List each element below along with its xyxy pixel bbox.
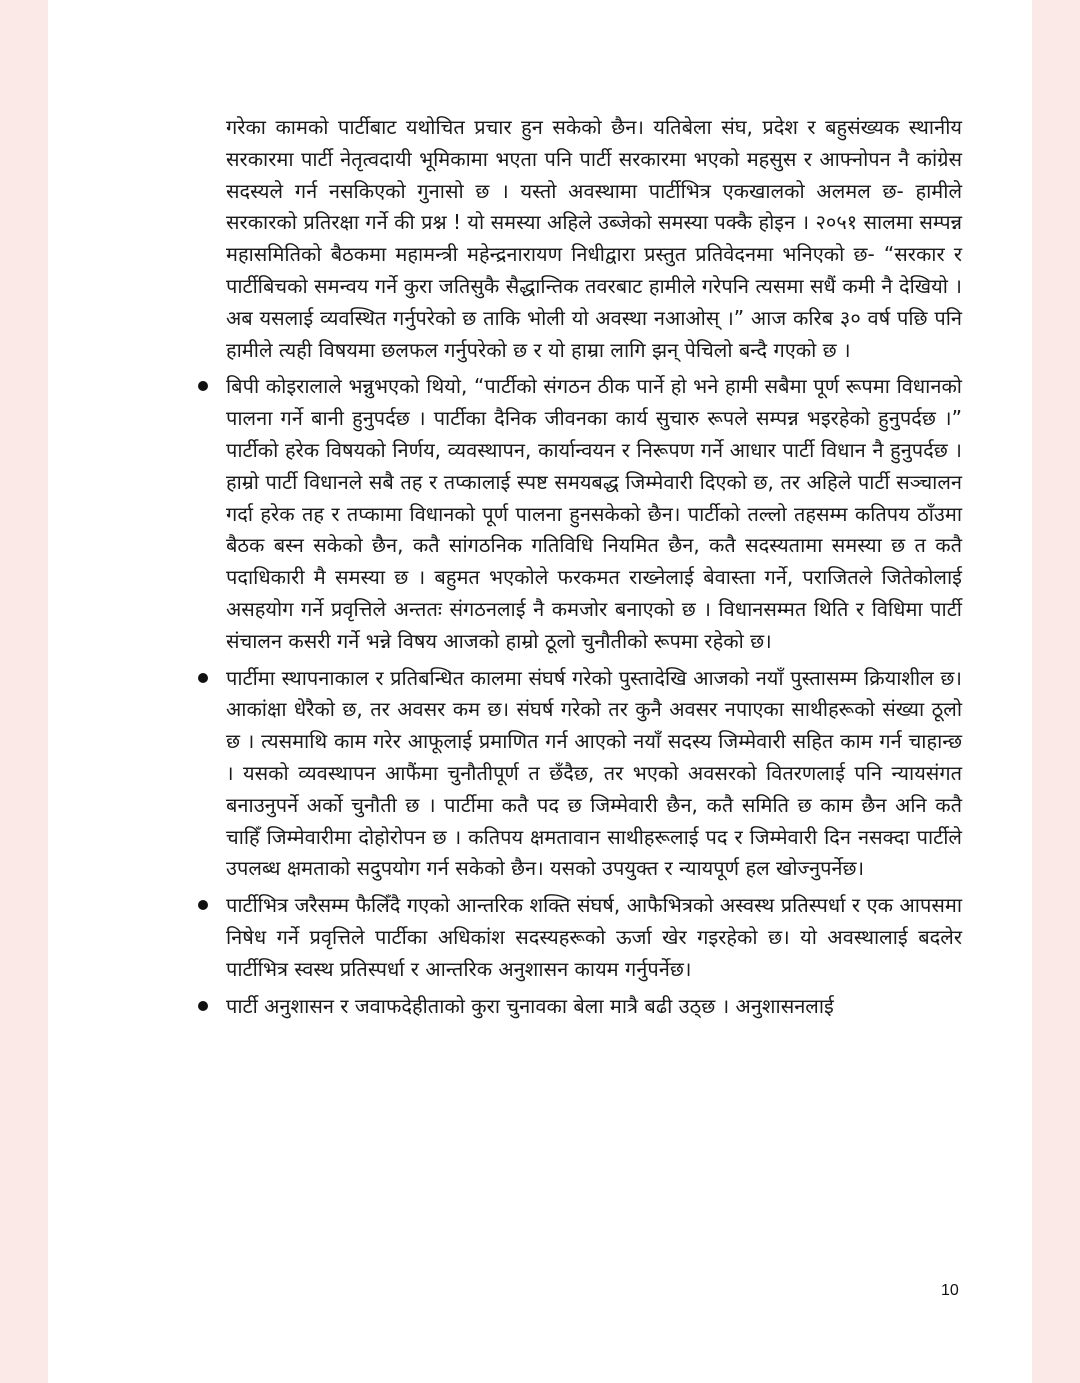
- list-item: [226, 890, 962, 985]
- bullet-list: [226, 371, 962, 1022]
- document-page: [48, 0, 1032, 1383]
- bullet-icon: [198, 900, 208, 910]
- list-item-text: पार्टीमा स्थापनाकाल र प्रतिबन्धित कालमा संघर्ष गरेको पुस्तादेखि आजको नयाँ पुस्तासम्म क्रियाशील छ। आकांक्षा धेरैको छ, तर अवसर कम छ। संघर्ष गरेको तर कुनै अवसर नपाएका साथीहरूको संख्या ठूलो छ । त्यसमाथि काम गरेर आफूलाई प्रमाणित गर्न आएको नयाँ सदस्य जिम्मेवारी सहित काम गर्न चाहान्छ । यसको व्यवस्थापन आफैंमा चुनौतीपूर्ण त छँदैछ, तर भएको अवसरको वितरणलाई पनि न्यायसंगत बनाउनुपर्ने अर्को चुनौती छ । पार्टीमा कतै पद छ जिम्मेवारी छैन, कतै समिति छ काम छैन अनि कतै चाहिँ जिम्मेवारीमा दोहोरोपन छ । कतिपय क्षमतावान साथीहरूलाई पद र जिम्मेवारी दिन नसक्दा पार्टीले उपलब्ध क्षमताको सदुपयोग गर्न सकेको छैन। यसको उपयुक्त र न्यायपूर्ण हल खोज्नुपर्नेछ।: [226, 665, 962, 881]
- bullet-icon: [198, 1001, 208, 1011]
- list-item: [226, 663, 962, 886]
- list-item-text: बिपी कोइरालाले भन्नुभएको थियो, “पार्टीको संगठन ठीक पार्ने हो भने हामी सबैमा पूर्ण रूपमा विधानको पालना गर्ने बानी हुनुपर्दछ । पार्टीका दैनिक जीवनका कार्य सुचारु रूपले सम्पन्न भइरहेको हुनुपर्दछ ।” पार्टीको हरेक विषयको निर्णय, व्यवस्थापन, कार्यान्वयन र निरूपण गर्ने आधार पार्टी विधान नै हुनुपर्दछ । हाम्रो पार्टी विधानले सबै तह र तप्कालाई स्पष्ट समयबद्ध जिम्मेवारी दिएको छ, तर अहिले पार्टी सञ्चालन गर्दा हरेक तह र तप्कामा विधानको पूर्ण पालना हुनसकेको छैन। पार्टीको तल्लो तहसम्म कतिपय ठाँउमा बैठक बस्न सकेको छैन, कतै सांगठनिक गतिविधि नियमित छैन, कतै सदस्यतामा समस्या छ त कतै पदाधिकारी मै समस्या छ । बहुमत भएकोले फरकमत राख्नेलाई बेवास्ता गर्ने, पराजितले जितेकोलाई असहयोग गर्ने प्रवृत्तिले अन्ततः संगठनलाई नै कमजोर बनाएको छ । विधानसम्मत थिति र विधिमा पार्टी संचालन कसरी गर्ने भन्ने विषय आजको हाम्रो ठूलो चुनौतीको रूपमा रहेको छ।: [226, 374, 962, 653]
- page-number: 10: [941, 1282, 959, 1299]
- intro-paragraph: गरेका कामको पार्टीबाट यथोचित प्रचार हुन सकेको छैन। यतिबेला संघ, प्रदेश र बहुसंख्यक स्थानीय सरकारमा पार्टी नेतृत्वदायी भूमिकामा भएता पनि पार्टी सरकारमा भएको महसुस र आफ्नोपन नै कांग्रेस सदस्यले गर्न नसकिएको गुनासो छ । यस्तो अवस्थामा पार्टीभित्र एकखालको अलमल छ- हामीले सरकारको प्रतिरक्षा गर्ने की प्रश्न ! यो समस्या अहिले उब्जेको समस्या पक्कै होइन । २०५१ सालमा सम्पन्न महासमितिको बैठकमा महामन्त्री महेन्द्रनारायण निधीद्वारा प्रस्तुत प्रतिवेदनमा भनिएको छ- “सरकार र पार्टीबिचको समन्वय गर्ने कुरा जतिसुकै सैद्धान्तिक तवरबाट हामीले गरेपनि त्यसमा सधैं कमी नै देखियो । अब यसलाई व्यवस्थित गर्नुपरेको छ ताकि भोली यो अवस्था नआओस् ।” आज करिब ३० वर्ष पछि पनि हामीले त्यही विषयमा छलफल गर्नुपरेको छ र यो हाम्रा लागि झन् पेचिलो बन्दै गएको छ ।: [226, 115, 962, 362]
- list-item: [226, 991, 962, 1023]
- list-item-text: पार्टीभित्र जरैसम्म फैलिँदै गएको आन्तरिक शक्ति संघर्ष, आफैभित्रको अस्वस्थ प्रतिस्पर्धा र एक आपसमा निषेध गर्ने प्रवृत्तिले पार्टीका अधिकांश सदस्यहरूको ऊर्जा खेर गइरहेको छ। यो अवस्थालाई बदलेर पार्टीभित्र स्वस्थ प्रतिस्पर्धा र आन्तरिक अनुशासन कायम गर्नुपर्नेछ।: [226, 893, 962, 981]
- page-body: [226, 112, 962, 1027]
- bullet-icon: [198, 381, 208, 391]
- list-item-text: पार्टी अनुशासन र जवाफदेहीताको कुरा चुनावका बेला मात्रै बढी उठ्छ । अनुशासनलाई: [226, 993, 834, 1018]
- bullet-icon: [198, 673, 208, 683]
- list-item: [226, 371, 962, 657]
